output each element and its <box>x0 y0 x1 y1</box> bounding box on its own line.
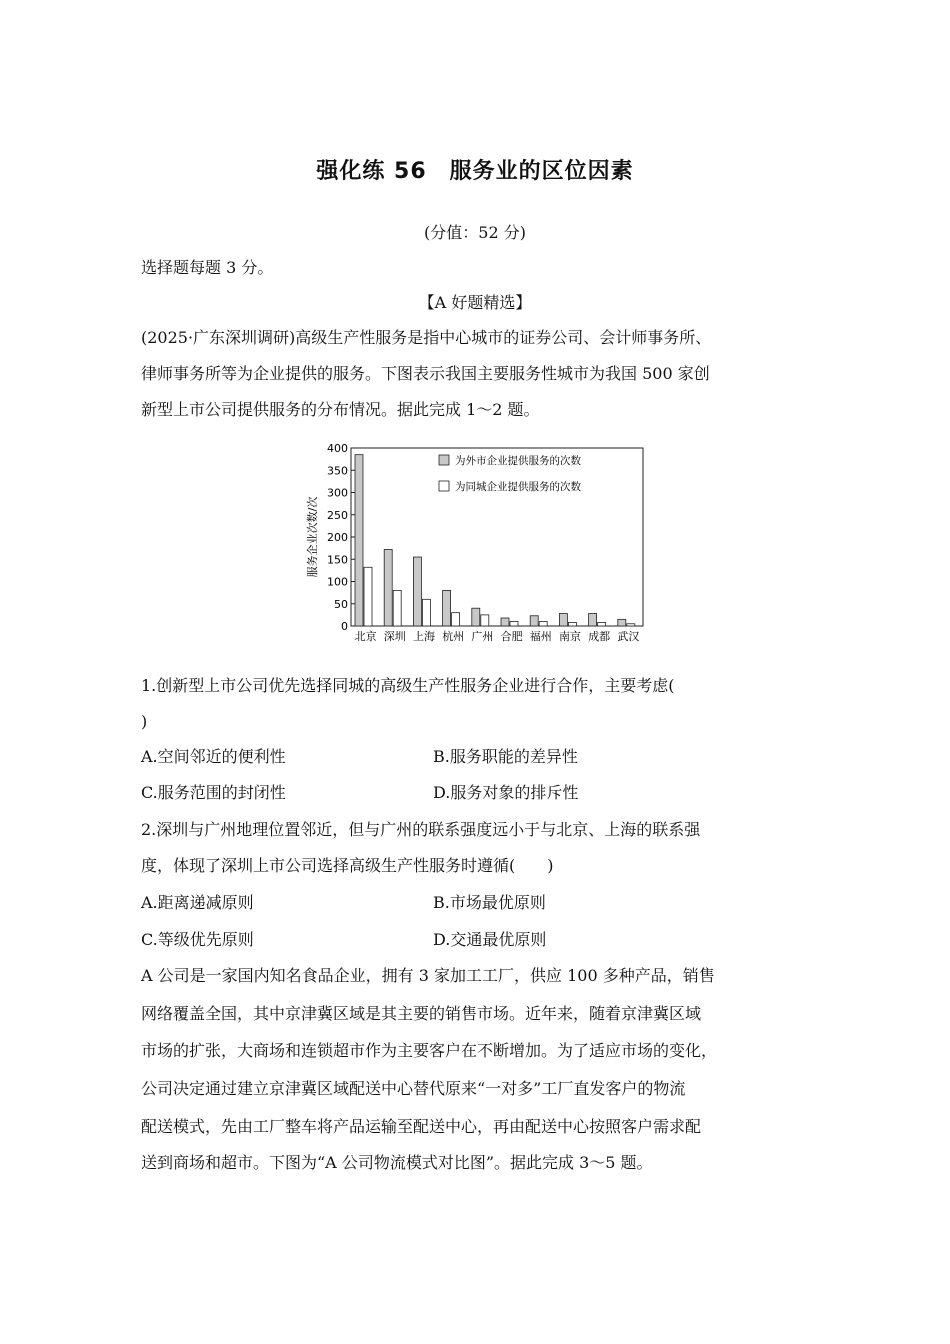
y-tick-label: 200 <box>327 531 348 544</box>
passage2-line: 市场的扩张，大商场和连锁超市作为主要客户在不断增加。为了适应市场的变化， <box>141 1041 718 1060</box>
passage1-line: 新型上市公司提供服务的分布情况。据此完成 1～2 题。 <box>141 400 540 419</box>
bar-same-city <box>568 622 576 626</box>
y-tick-label: 0 <box>341 620 348 633</box>
y-tick-label: 350 <box>327 464 348 478</box>
q1-stem-end: ) <box>141 712 148 731</box>
bar-other-city <box>413 557 421 626</box>
bar-chart <box>300 438 660 650</box>
q1-option-b[interactable]: B.服务职能的差异性 <box>433 747 578 766</box>
section-title: 【A 好题精选】 <box>418 293 532 312</box>
page-title: 强化练 56 服务业的区位因素 <box>316 159 634 184</box>
bar-same-city <box>627 624 635 626</box>
score-note: (分值：52 分) <box>424 223 526 242</box>
q2-option-a[interactable]: A.距离递减原则 <box>141 893 254 912</box>
x-tick-label: 北京 <box>354 630 377 643</box>
bar-other-city <box>443 590 451 626</box>
x-tick-label: 合肥 <box>500 630 523 643</box>
x-tick-label: 成都 <box>588 630 611 643</box>
x-tick-label: 南京 <box>559 630 581 643</box>
passage2-line: 网络覆盖全国，其中京津冀区域是其主要的销售市场。近年来，随着京津冀区域 <box>141 1004 702 1023</box>
legend-swatch <box>439 481 449 491</box>
bar-same-city <box>452 613 460 626</box>
q1-option-a[interactable]: A.空间邻近的便利性 <box>141 747 286 766</box>
y-tick-label: 150 <box>327 553 348 567</box>
q2-stem: 度，体现了深圳上市公司选择高级生产性服务时遵循( ) <box>141 856 554 875</box>
bar-other-city <box>618 619 626 626</box>
y-tick-label: 50 <box>334 597 348 611</box>
bar-same-city <box>510 622 518 626</box>
q2-option-b[interactable]: B.市场最优原则 <box>433 893 546 912</box>
x-tick-label: 广州 <box>471 630 494 643</box>
q1-option-c[interactable]: C.服务范围的封闭性 <box>141 783 286 802</box>
y-axis-title: 服务企业次数/次 <box>306 496 319 578</box>
y-tick-label: 100 <box>327 575 348 589</box>
bar-same-city <box>393 590 401 626</box>
q2-option-c[interactable]: C.等级优先原则 <box>141 930 254 949</box>
passage1-line: (2025·广东深圳调研)高级生产性服务是指中心城市的证券公司、会计师事务所、 <box>141 328 712 347</box>
bar-other-city <box>384 549 392 626</box>
legend-label: 为同城企业提供服务的次数 <box>455 481 581 493</box>
bar-same-city <box>364 567 372 626</box>
bar-other-city <box>589 614 597 626</box>
bar-same-city <box>598 622 606 626</box>
x-tick-label: 福州 <box>529 630 552 643</box>
bar-same-city <box>481 615 489 626</box>
q2-option-d[interactable]: D.交通最优原则 <box>433 930 547 949</box>
bar-other-city <box>501 618 509 626</box>
bar-other-city <box>530 616 538 626</box>
x-tick-label: 武汉 <box>617 630 640 643</box>
y-tick-label: 250 <box>327 508 348 522</box>
x-tick-label: 上海 <box>413 630 435 643</box>
x-tick-label: 杭州 <box>442 630 465 643</box>
bar-same-city <box>422 599 430 626</box>
q2-stem: 2.深圳与广州地理位置邻近，但与广州的联系强度远小于与北京、上海的联系强 <box>141 820 701 839</box>
q1-option-d[interactable]: D.服务对象的排斥性 <box>433 783 579 802</box>
y-tick-label: 400 <box>327 442 348 455</box>
bar-other-city <box>355 455 363 626</box>
intro-text: 选择题每题 3 分。 <box>141 258 274 277</box>
legend-label: 为外市企业提供服务的次数 <box>455 455 581 467</box>
passage2-line: A 公司是一家国内知名食品企业，拥有 3 家加工工厂，供应 100 多种产品，销售 <box>141 966 715 985</box>
passage1-line: 律师事务所等为企业提供的服务。下图表示我国主要服务性城市为我国 500 家创 <box>141 364 710 383</box>
bar-same-city <box>539 622 547 626</box>
passage2-line: 送到商场和超市。下图为“A 公司物流模式对比图”。据此完成 3～5 题。 <box>141 1153 653 1172</box>
passage2-line: 配送模式，先由工厂整车将产品运输至配送中心，再由配送中心按照客户需求配 <box>141 1117 702 1136</box>
x-tick-label: 深圳 <box>383 630 406 643</box>
legend-swatch <box>439 455 449 465</box>
bar-other-city <box>559 614 567 626</box>
q1-stem: 1.创新型上市公司优先选择同城的高级生产性服务企业进行合作，主要考虑( <box>141 676 675 695</box>
passage2-line: 公司决定通过建立京津冀区域配送中心替代原来“一对多”工厂直发客户的物流 <box>141 1079 686 1098</box>
y-tick-label: 300 <box>327 486 348 500</box>
bar-other-city <box>472 608 480 626</box>
